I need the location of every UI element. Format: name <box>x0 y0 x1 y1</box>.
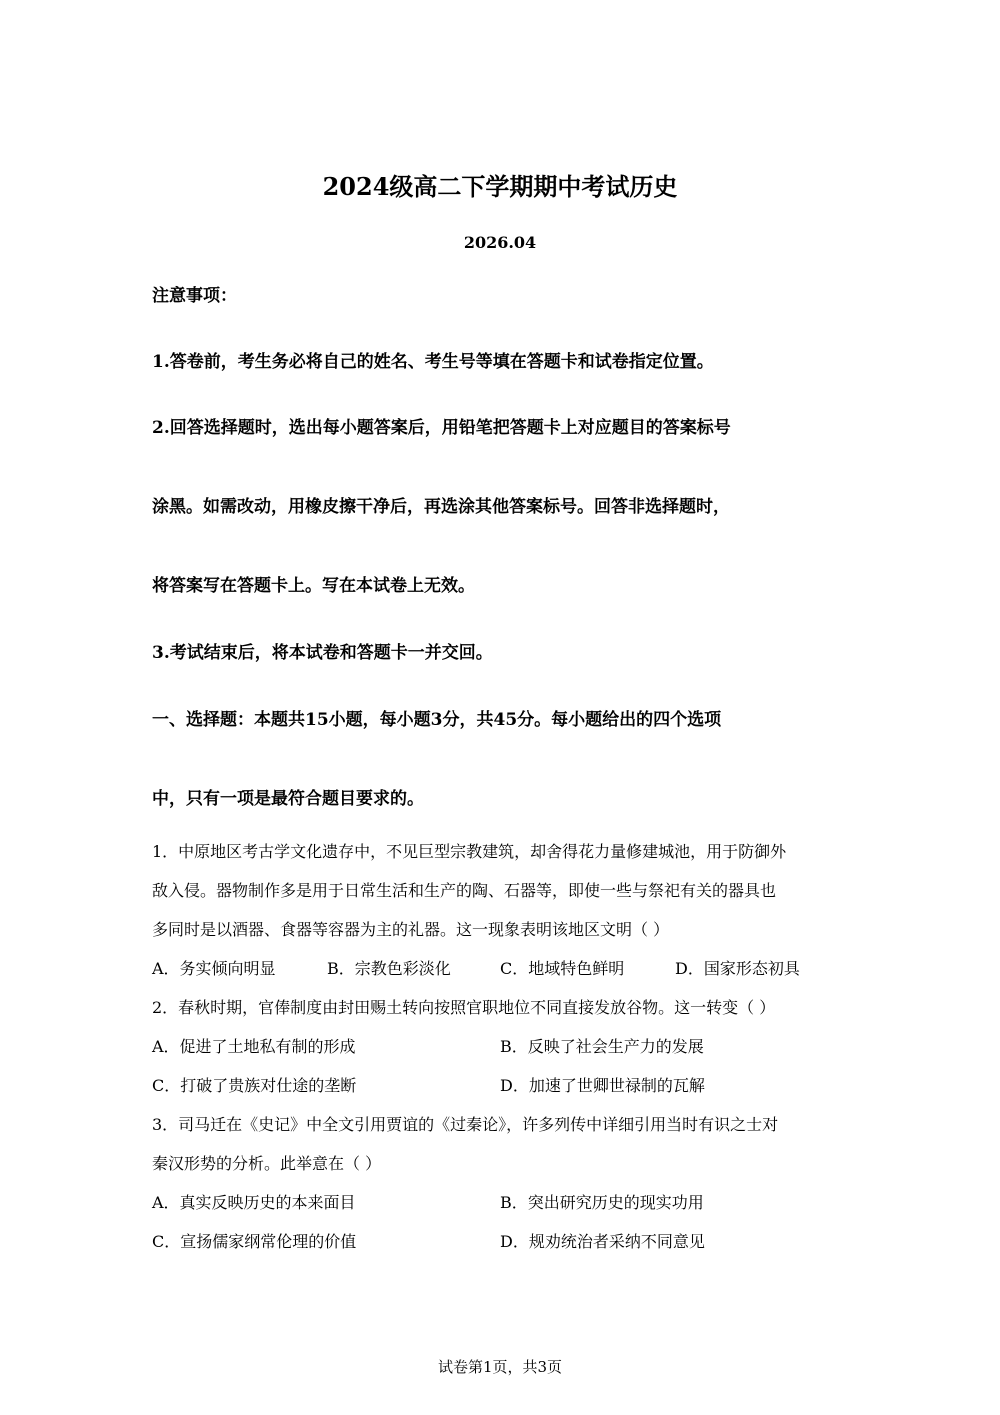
question-2-option-b: B．反映了社会生产力的发展 <box>500 1037 704 1056</box>
notice-item-2-line-1: 2.回答选择题时，选出每小题答案后，用铅笔把答题卡上对应题目的答案标号 <box>152 418 731 438</box>
page-footer: 试卷第1页，共3页 <box>437 1358 563 1376</box>
question-3-option-d: D．规劝统治者采纳不同意见 <box>500 1232 705 1251</box>
exam-title: 2024级高二下学期期中考试历史 <box>322 172 678 201</box>
notice-item-2-line-2: 涂黑。如需改动，用橡皮擦干净后，再选涂其他答案标号。回答非选择题时， <box>152 497 730 517</box>
question-1-option-b: B．宗教色彩淡化 <box>327 959 451 978</box>
section-heading-line-2: 中，只有一项是最符合题目要求的。 <box>152 789 424 809</box>
question-1-option-c: C．地域特色鲜明 <box>500 959 625 978</box>
question-2-option-a: A．促进了土地私有制的形成 <box>152 1037 356 1056</box>
section-heading-line-1: 一、选择题：本题共15小题，每小题3分，共45分。每小题给出的四个选项 <box>152 710 722 730</box>
notice-heading: 注意事项： <box>152 286 237 306</box>
question-1-option-d: D．国家形态初具 <box>675 959 800 978</box>
question-2-line-1: 2．春秋时期，官俸制度由封田赐土转向按照官职地位不同直接发放谷物。这一转变（ ） <box>152 998 776 1017</box>
notice-item-2-line-3: 将答案写在答题卡上。写在本试卷上无效。 <box>152 576 475 596</box>
question-1-line-3: 多同时是以酒器、食器等容器为主的礼器。这一现象表明该地区文明（ ） <box>152 920 670 939</box>
question-2-option-d: D．加速了世卿世禄制的瓦解 <box>500 1076 705 1095</box>
exam-date: 2026.04 <box>463 233 537 252</box>
question-2-option-c: C．打破了贵族对仕途的垄断 <box>152 1076 357 1095</box>
notice-item-1: 1.答卷前，考生务必将自己的姓名、考生号等填在答题卡和试卷指定位置。 <box>152 352 714 372</box>
question-3-line-1: 3．司马迁在《史记》中全文引用贾谊的《过秦论》，许多列传中详细引用当时有识之士对 <box>152 1115 779 1134</box>
notice-item-3: 3.考试结束后，将本试卷和答题卡一并交回。 <box>152 643 493 663</box>
question-1-line-1: 1．中原地区考古学文化遗存中，不见巨型宗教建筑，却舍得花力量修建城池，用于防御外 <box>152 842 787 861</box>
question-1-line-2: 敌入侵。器物制作多是用于日常生活和生产的陶、石器等，即使一些与祭祀有关的器具也 <box>152 881 777 900</box>
question-3-line-2: 秦汉形势的分析。此举意在（ ） <box>152 1154 382 1173</box>
question-3-option-a: A．真实反映历史的本来面目 <box>152 1193 356 1212</box>
question-1-option-a: A．务实倾向明显 <box>152 959 276 978</box>
question-3-option-c: C．宣扬儒家纲常伦理的价值 <box>152 1232 357 1251</box>
question-3-option-b: B．突出研究历史的现实功用 <box>500 1193 704 1212</box>
